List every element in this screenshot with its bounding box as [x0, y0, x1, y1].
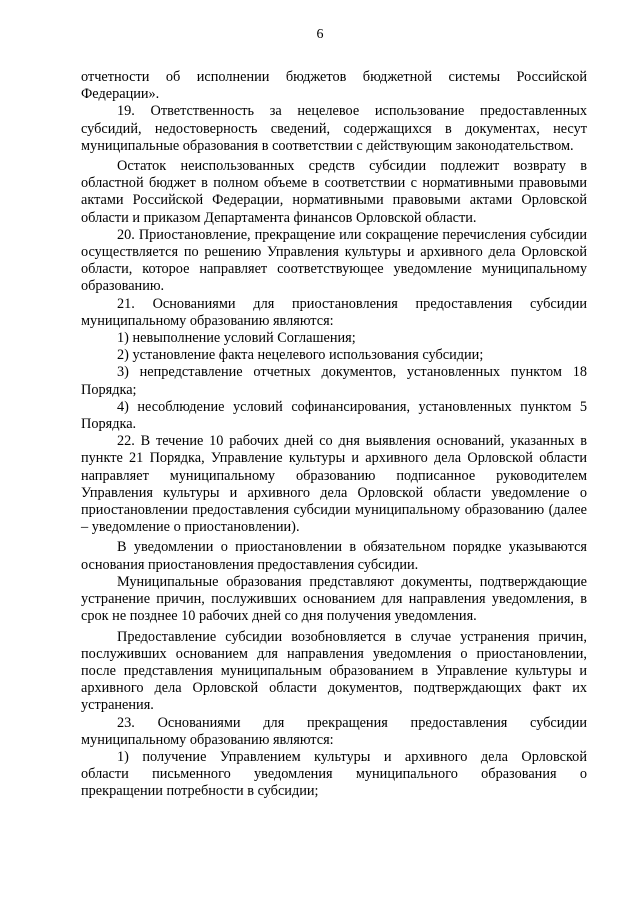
paragraph-22-notice: В уведомлении о приостановлении в обязательном порядке указываются основания приостановления предоставления субсидии. — [81, 539, 587, 573]
paragraph-19: 19. Ответственность за нецелевое использование предоставленных субсидий, недостоверность сведений, содержащихся в документах, несут муниципальные образования в соответствии с действующим законодательством. — [81, 103, 587, 154]
paragraph-21: 21. Основаниями для приостановления предоставления субсидии муниципальному образованию являются: — [81, 295, 587, 329]
paragraph-22-documents: Муниципальные образования представляют документы, подтверждающие устранение причин, послуживших основанием для направления уведомления, в срок не позднее 10 рабочих дней со дня получения уведомления. — [81, 573, 587, 625]
paragraph-18-end: отчетности об исполнении бюджетов бюджетной системы Российской Федерации». — [81, 69, 587, 103]
paragraph-21-item-4: 4) несоблюдение условий софинансирования, установленных пунктом 5 Порядка. — [81, 398, 587, 433]
paragraph-21-item-3: 3) непредставление отчетных документов, установленных пунктом 18 Порядка; — [81, 364, 587, 398]
document-body — [81, 69, 587, 801]
text-line: прекращении потребности в субсидии; — [81, 783, 319, 800]
paragraph-20: 20. Приостановление, прекращение или сокращение перечисления субсидии осуществляется по решению Управления культуры и архивного дела Орловской области, которое направляет соответствующее уведомление муниципальному образованию. — [81, 226, 587, 295]
paragraph-23-item-1 — [81, 749, 587, 801]
text-line: 1) получение Управлением культуры и архивного дела Орловской — [117, 748, 587, 765]
paragraph-21-item-1: 1) невыполнение условий Соглашения; — [117, 330, 356, 347]
paragraph-22-resume: Предоставление субсидии возобновляется в случае устранения причин, послуживших основанием для направления уведомления о приостановлении, после представления муниципальным образованием в Управление культуры и архивного дела Орловской области документов, подтверждающих факт их устранения. — [81, 628, 587, 714]
paragraph-23: 23. Основаниями для прекращения предоставления субсидии муниципальному образованию являются: — [81, 714, 587, 748]
paragraph-21-item-2: 2) установление факта нецелевого использования субсидии; — [117, 347, 484, 364]
paragraph-19-remainder: Остаток неиспользованных средств субсидии подлежит возврату в областной бюджет в полном объеме в соответствии с нормативными правовыми актами Российской Федерации, нормативными правовыми актами Орловской области и приказом Департамента финансов Орловской области. — [81, 158, 587, 226]
text-line: области письменного уведомления муниципального образования о — [81, 766, 587, 783]
paragraph-22: 22. В течение 10 рабочих дней со дня выявления оснований, указанных в пункте 21 Порядка, Управление культуры и архивного дела Орловской области направляет муниципальному образованию подписанное руководителем Управления культуры и архивного дела Орловской области уведомление о приостановлении предоставления субсидии муниципальному образованию (далее – уведомление о приостановлении). — [81, 433, 587, 536]
page-number: 6 — [316, 27, 324, 42]
